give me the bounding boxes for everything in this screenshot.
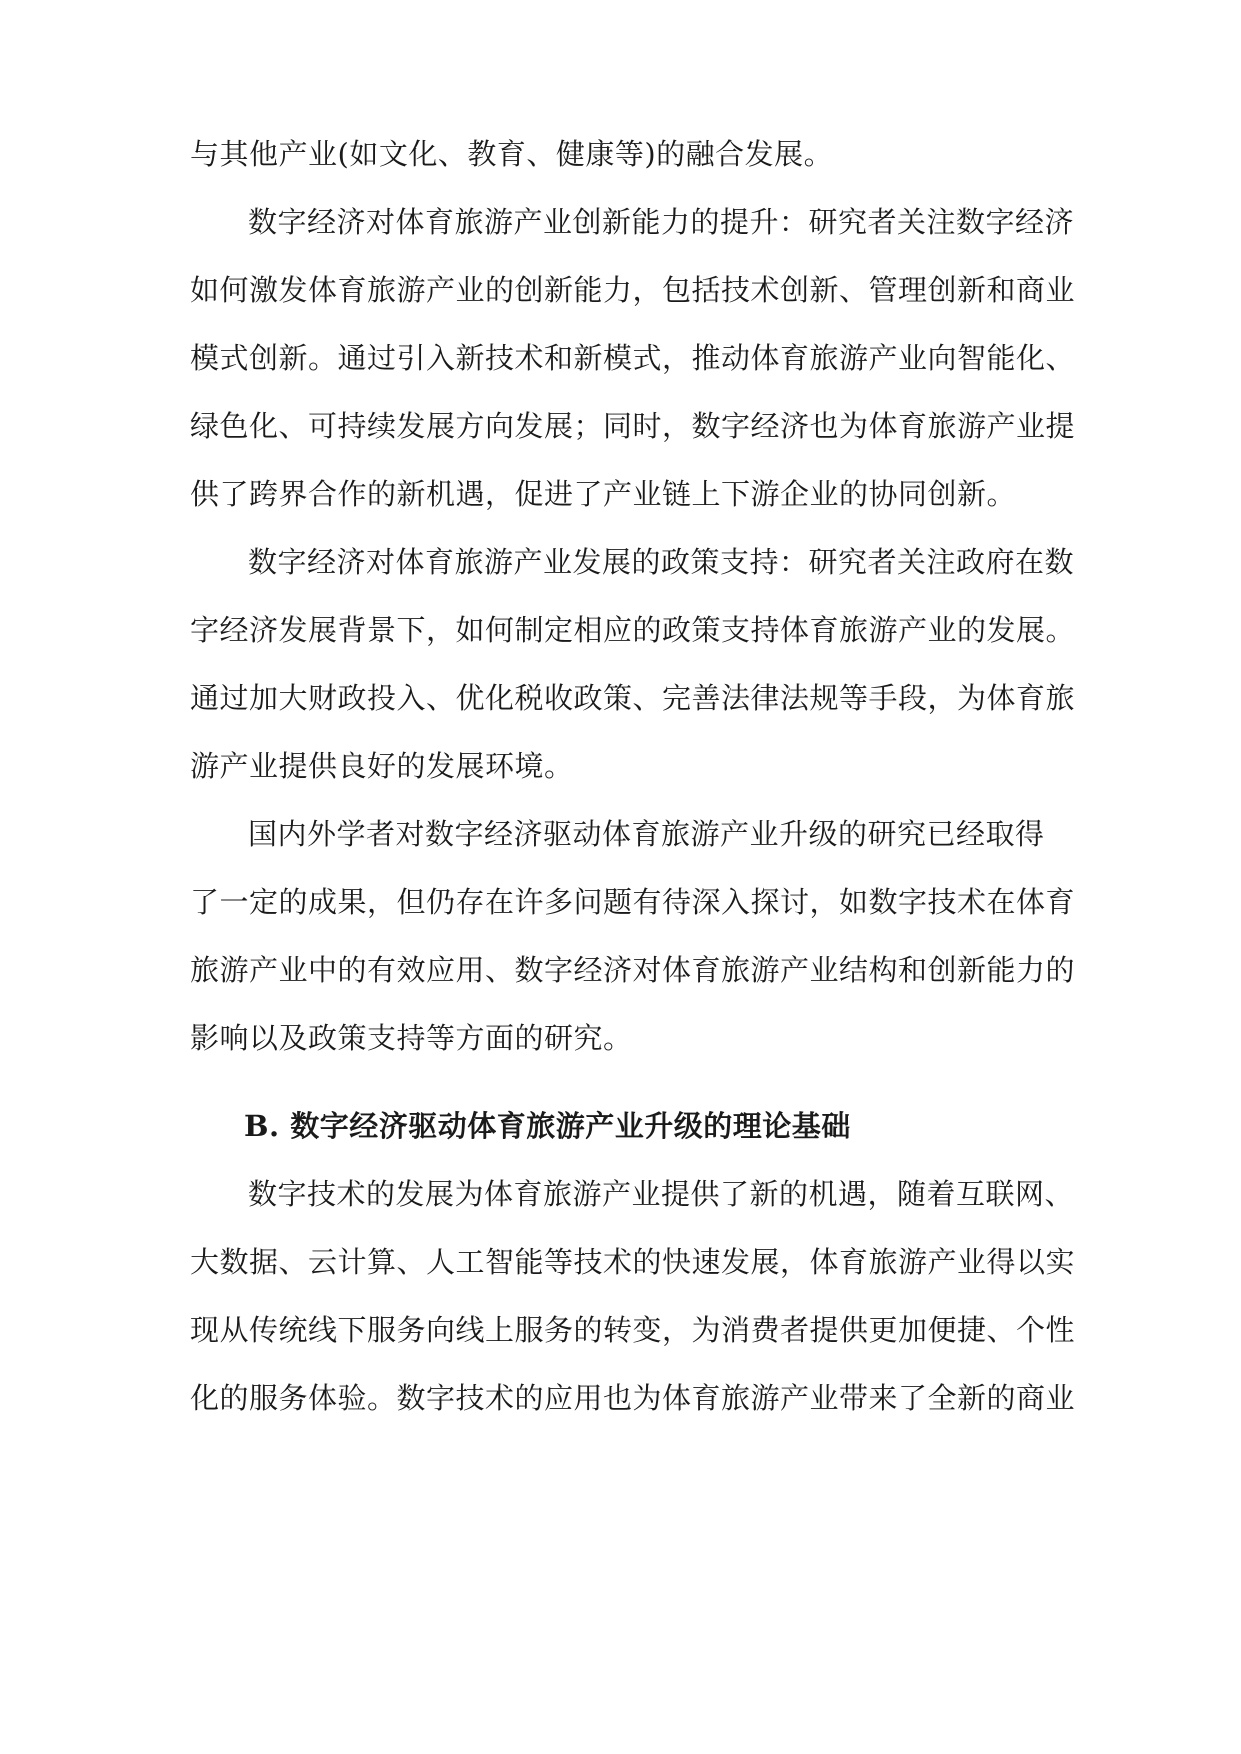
text-line: 如何激发体育旅游产业的创新能力，包括技术创新、管理创新和商业	[190, 273, 1076, 307]
paragraph-first-line: 国内外学者对数字经济驱动体育旅游产业升级的研究已经取得	[248, 817, 1045, 851]
text-line: 化的服务体验。数字技术的应用也为体育旅游产业带来了全新的商业	[190, 1381, 1076, 1415]
text-line: 现从传统线下服务向线上服务的转变，为消费者提供更加便捷、个性	[190, 1313, 1076, 1347]
paragraph-first-line: 数字经济对体育旅游产业创新能力的提升：研究者关注数字经济	[248, 205, 1075, 239]
paragraph-first-line: 数字技术的发展为体育旅游产业提供了新的机遇，随着互联网、	[248, 1177, 1075, 1211]
text-line: 与其他产业(如文化、教育、健康等)的融合发展。	[190, 137, 834, 171]
text-line: 影响以及政策支持等方面的研究。	[190, 1021, 633, 1055]
text-line: 大数据、云计算、人工智能等技术的快速发展，体育旅游产业得以实	[190, 1245, 1076, 1279]
text-line: 旅游产业中的有效应用、数字经济对体育旅游产业结构和创新能力的	[190, 953, 1076, 987]
text-line: 模式创新。通过引入新技术和新模式，推动体育旅游产业向智能化、	[190, 341, 1076, 375]
text-line: 通过加大财政投入、优化税收政策、完善法律法规等手段，为体育旅	[190, 681, 1076, 715]
text-line: 字经济发展背景下，如何制定相应的政策支持体育旅游产业的发展。	[190, 613, 1076, 647]
text-line: 游产业提供良好的发展环境。	[190, 749, 574, 783]
text-line: 绿色化、可持续发展方向发展；同时，数字经济也为体育旅游产业提	[190, 409, 1076, 443]
text-line: 供了跨界合作的新机遇，促进了产业链上下游企业的协同创新。	[190, 477, 1017, 511]
text-line: 了一定的成果，但仍存在许多问题有待深入探讨，如数字技术在体育	[190, 885, 1076, 919]
paragraph-first-line: 数字经济对体育旅游产业发展的政策支持：研究者关注政府在数	[248, 545, 1075, 579]
section-heading: B. 数字经济驱动体育旅游产业升级的理论基础	[244, 1109, 851, 1143]
